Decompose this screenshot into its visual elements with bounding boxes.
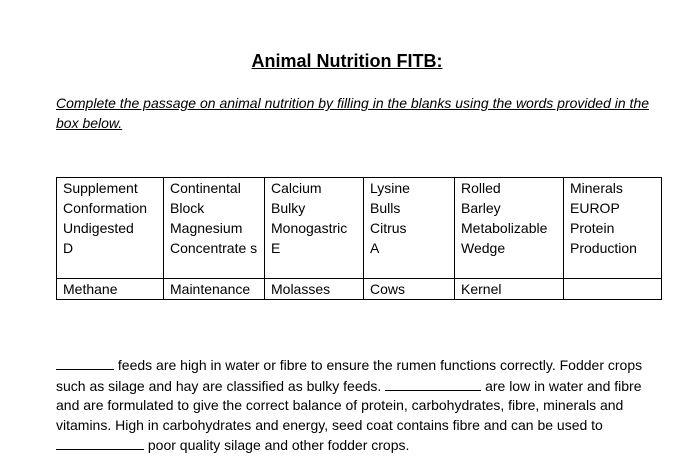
passage-text [56, 355, 662, 456]
word-cell: Concentrate s [164, 238, 265, 279]
word-cell: E [265, 238, 364, 279]
word-cell: Production [564, 238, 662, 279]
word-cell: Bulls [364, 198, 455, 218]
word-cell: Molasses [265, 279, 364, 300]
word-cell: Methane [57, 279, 164, 300]
table-row [57, 178, 662, 199]
fill-in-blank[interactable] [56, 355, 114, 370]
instructions-text: Complete the passage on animal nutrition by filling in the blanks using the words provided in the box below. [56, 95, 650, 131]
word-cell: Maintenance [164, 279, 265, 300]
word-cell [564, 279, 662, 300]
word-cell: Supplement [57, 178, 164, 199]
word-cell: Bulky [265, 198, 364, 218]
passage-segment: are low in water and fibre and are formulated to give the correct balance of protein, carbohydrates, fibre, minerals and vitamins. High in carbohydrates and energy, seed coat contains fibre and can be used to [56, 377, 642, 433]
passage-segment: poor quality silage and other fodder crops. [144, 437, 410, 453]
word-cell: Rolled [455, 178, 564, 199]
fill-in-blank[interactable] [385, 376, 481, 391]
word-cell: Calcium [265, 178, 364, 199]
page-title: Animal Nutrition FITB: [251, 51, 443, 71]
word-cell: Wedge [455, 238, 564, 279]
table-row [57, 238, 662, 279]
word-cell: Block [164, 198, 265, 218]
word-cell: Magnesium [164, 218, 265, 238]
word-cell: Conformation [57, 198, 164, 218]
word-cell: Undigested [57, 218, 164, 238]
word-cell: Protein [564, 218, 662, 238]
word-cell: Minerals [564, 178, 662, 199]
fill-in-blank[interactable] [56, 435, 144, 450]
table-row [57, 198, 662, 218]
word-cell: Monogastric [265, 218, 364, 238]
word-cell: Lysine [364, 178, 455, 199]
word-cell: Cows [364, 279, 455, 300]
passage-segment: feeds are high in water or fibre to ensure the rumen functions correctly. Fodder crops such as silage and hay are classified as bulky feeds. [56, 357, 643, 394]
word-box-table [56, 177, 662, 300]
table-row [57, 279, 662, 300]
word-cell: Citrus [364, 218, 455, 238]
word-cell: Continental [164, 178, 265, 199]
word-cell: Kernel [455, 279, 564, 300]
word-cell: A [364, 238, 455, 279]
word-cell: Metabolizable [455, 218, 564, 238]
word-cell: D [57, 238, 164, 279]
word-cell: Barley [455, 198, 564, 218]
word-cell: EUROP [564, 198, 662, 218]
table-row [57, 218, 662, 238]
